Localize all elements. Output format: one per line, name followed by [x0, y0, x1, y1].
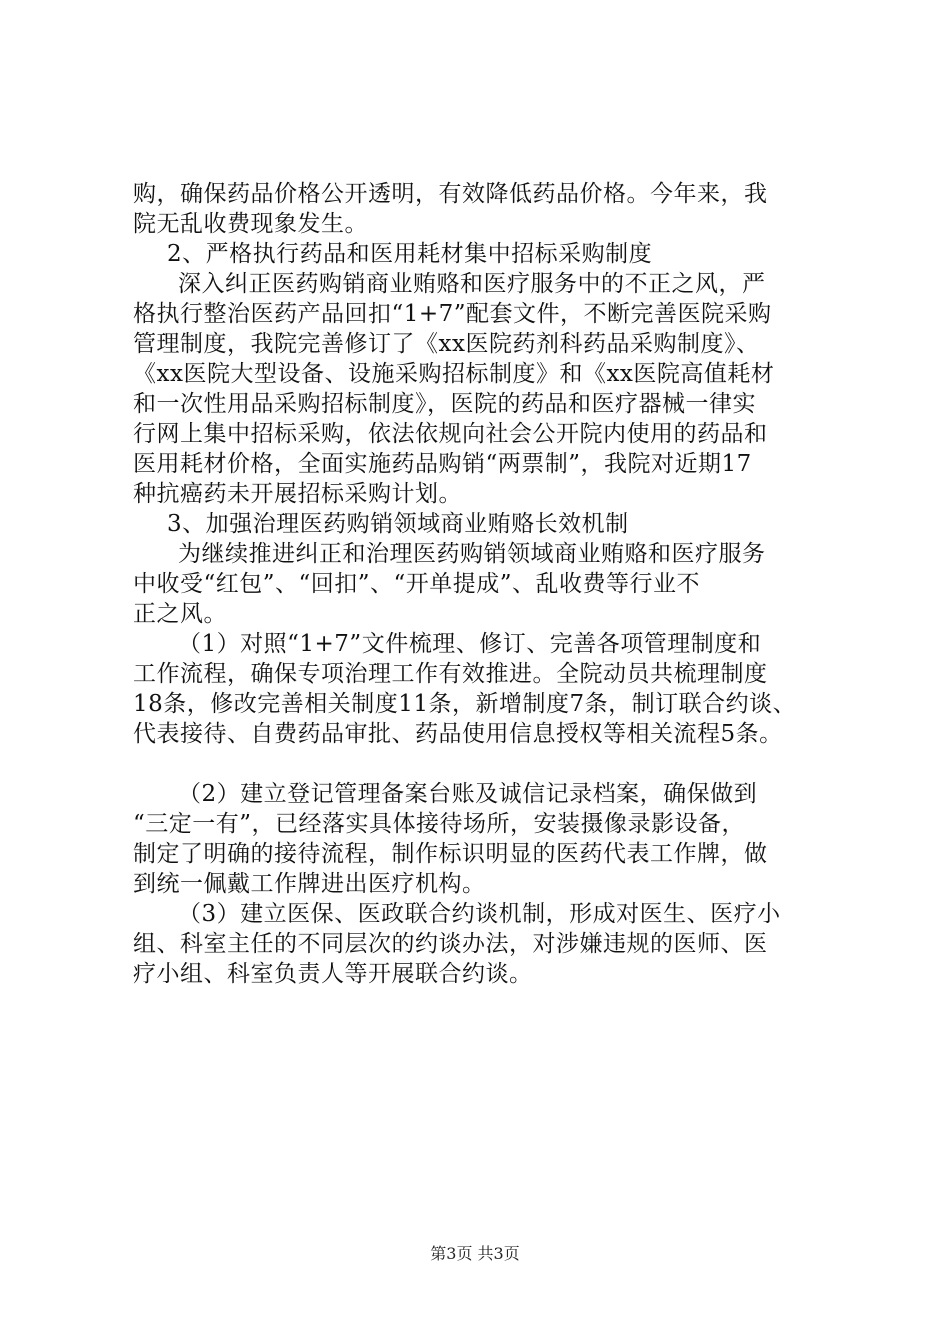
section-heading-3: 3、加强治理医药购销领域商业贿赂长效机制: [167, 511, 629, 537]
section-heading-2: 2、严格执行药品和医用耗材集中招标采购制度: [167, 241, 653, 267]
body-text-line: 种抗癌药未开展招标采购计划。: [133, 481, 462, 507]
body-text-line: 代表接待、自费药品审批、药品使用信息授权等相关流程5条。: [133, 721, 783, 747]
body-text-line: （3）建立医保、医政联合约谈机制，形成对医生、医疗小: [178, 901, 781, 927]
body-text-line: 制定了明确的接待流程，制作标识明显的医药代表工作牌，做: [133, 841, 768, 867]
body-text-line: 管理制度，我院完善修订了《xx医院药剂科药品采购制度》、: [133, 331, 760, 357]
body-text-line: 正之风。: [133, 601, 227, 627]
body-text-line: （2）建立登记管理备案台账及诚信记录档案，确保做到: [178, 781, 758, 807]
body-text-line: 疗小组、科室负责人等开展联合约谈。: [133, 961, 533, 987]
body-text-line: 为继续推进纠正和治理医药购销领域商业贿赂和医疗服务: [178, 541, 766, 567]
body-text-line: 院无乱收费现象发生。: [133, 211, 368, 237]
body-text-line: （1）对照“1+7”文件梳理、修订、完善各项管理制度和: [178, 631, 762, 657]
body-text-line: 行网上集中招标采购，依法依规向社会公开院内使用的药品和: [133, 421, 768, 447]
body-text-line: 购，确保药品价格公开透明，有效降低药品价格。今年来，我: [133, 181, 768, 207]
body-text-line: 18条，修改完善相关制度11条，新增制度7条，制订联合约谈、: [133, 691, 797, 717]
body-text-line: 医用耗材价格，全面实施药品购销“两票制”，我院对近期17: [133, 451, 752, 477]
body-text-line: 和一次性用品采购招标制度》，医院的药品和医疗器械一律实: [133, 391, 756, 417]
body-text-line: “三定一有”，已经落实具体接待场所，安装摄像录影设备，: [133, 811, 746, 837]
body-text-line: 中收受“红包”、“回扣”、“开单提成”、乱收费等行业不: [133, 571, 701, 597]
body-text-line: 到统一佩戴工作牌进出医疗机构。: [133, 871, 486, 897]
body-text-line: 《xx医院大型设备、设施采购招标制度》和《xx医院高值耗材: [133, 361, 775, 387]
page-footer: 第3页 共3页: [430, 1244, 520, 1263]
body-text-line: 格执行整治医药产品回扣“1+7”配套文件，不断完善医院采购: [133, 301, 772, 327]
body-text-line: 工作流程，确保专项治理工作有效推进。全院动员共梳理制度: [133, 661, 768, 687]
body-text-line: 深入纠正医药购销商业贿赂和医疗服务中的不正之风，严: [178, 271, 766, 297]
body-text-line: 组、科室主任的不同层次的约谈办法，对涉嫌违规的医师、医: [133, 931, 768, 957]
